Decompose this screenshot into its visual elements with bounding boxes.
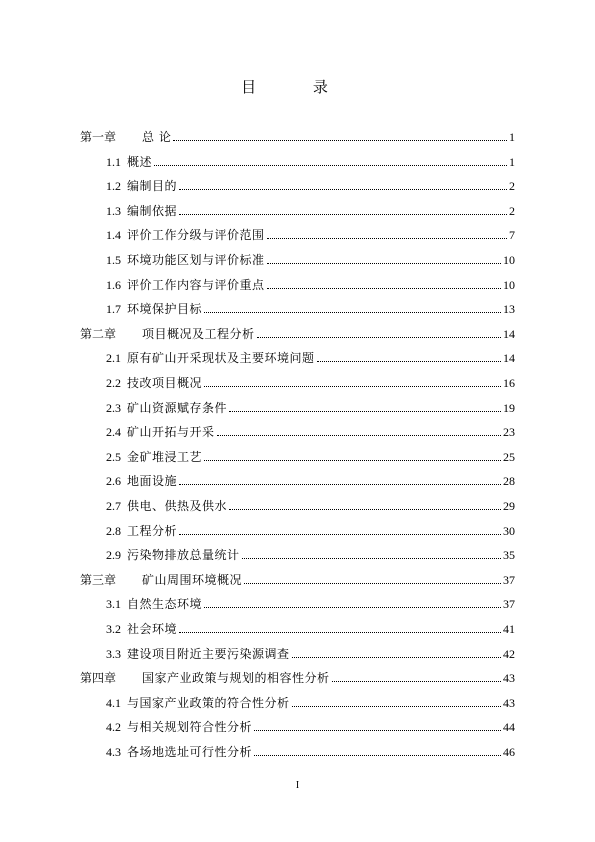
toc-entry-number: 第一章 xyxy=(80,130,117,144)
dot-leader xyxy=(179,533,501,535)
toc-entry-number: 2.6 xyxy=(106,474,121,489)
toc-entry-page: 37 xyxy=(503,572,515,587)
dot-leader xyxy=(229,410,501,412)
toc-section-entry[interactable] xyxy=(106,595,515,611)
toc-entry-title: 建设项目附近主要污染源调查 xyxy=(127,646,290,661)
toc-entry-number: 1.7 xyxy=(106,302,121,317)
toc-entry-number: 2.3 xyxy=(106,400,121,415)
toc-entry-number: 第二章 xyxy=(80,326,117,341)
toc-entry-title: 自然生态环境 xyxy=(127,597,203,612)
toc-entry-page: 42 xyxy=(503,646,515,661)
toc-entry-page: 43 xyxy=(503,671,515,686)
toc-entry-page: 25 xyxy=(503,449,515,464)
toc-entry-page: 1 xyxy=(509,154,515,169)
toc-entry-title: 与国家产业政策的符合性分析 xyxy=(127,695,290,710)
dot-leader xyxy=(229,508,501,510)
toc-entry-number: 第四章 xyxy=(80,671,117,686)
toc-entry-page: 16 xyxy=(503,376,515,390)
toc-entry-title: 环境保护目标 xyxy=(127,302,203,317)
toc-entry-number: 4.1 xyxy=(106,695,121,710)
dot-leader xyxy=(179,631,501,633)
toc-entry-number: 3.2 xyxy=(106,622,121,636)
toc-entry-page: 30 xyxy=(503,523,515,538)
dot-leader xyxy=(292,656,501,658)
toc-entry-title: 编制目的 xyxy=(127,179,178,194)
toc-entry-number: 2.7 xyxy=(106,499,121,513)
toc-entry-page: 37 xyxy=(503,597,515,612)
toc-entry-number: 1.6 xyxy=(106,277,121,292)
toc-entry-title: 项目概况及工程分析 xyxy=(142,326,255,341)
toc-entry-title: 编制依据 xyxy=(127,203,178,218)
toc-entry-title: 国家产业政策与规划的相容性分析 xyxy=(142,671,330,686)
toc-entry-page: 23 xyxy=(503,425,515,440)
toc-section-entry[interactable] xyxy=(106,497,515,513)
toc-entry-title: 评价工作内容与评价重点 xyxy=(127,277,265,292)
toc-entry-title: 各场地选址可行性分析 xyxy=(127,745,253,759)
dot-leader xyxy=(204,311,501,313)
dot-leader xyxy=(254,729,501,731)
toc-chapter-entry[interactable] xyxy=(80,571,515,587)
toc-section-entry[interactable] xyxy=(106,226,515,242)
dot-leader xyxy=(179,188,507,190)
toc-entry-number: 4.2 xyxy=(106,720,121,735)
toc-entry-title: 与相关规划符合性分析 xyxy=(127,720,253,735)
toc-chapter-entry[interactable] xyxy=(80,128,515,144)
dot-leader xyxy=(179,483,501,485)
toc-section-entry[interactable] xyxy=(106,694,515,710)
toc-section-entry[interactable] xyxy=(106,153,515,169)
toc-entry-number: 3.3 xyxy=(106,646,121,661)
toc-section-entry[interactable] xyxy=(106,276,515,292)
toc-entry-number: 2.2 xyxy=(106,376,121,390)
dot-leader xyxy=(332,680,501,682)
toc-entry-page: 10 xyxy=(503,253,515,267)
dot-leader xyxy=(204,385,501,387)
dot-leader xyxy=(204,606,501,608)
toc-entry-page: 14 xyxy=(503,326,515,341)
toc-entry-number: 第三章 xyxy=(80,572,117,587)
dot-leader xyxy=(242,557,501,559)
dot-leader xyxy=(267,237,507,239)
toc-section-entry[interactable] xyxy=(106,177,515,193)
toc-entry-number: 2.9 xyxy=(106,548,121,563)
dot-leader xyxy=(179,213,507,215)
toc-entry-title: 金矿堆浸工艺 xyxy=(127,449,203,464)
toc-entry-page: 35 xyxy=(503,548,515,563)
toc-entry-title: 评价工作分级与评价范围 xyxy=(127,228,265,243)
dot-leader xyxy=(257,336,501,338)
toc-entry-number: 2.4 xyxy=(106,425,121,440)
toc-section-entry[interactable] xyxy=(106,202,515,218)
toc-section-entry[interactable] xyxy=(106,349,515,365)
toc-entry-page: 46 xyxy=(503,745,515,759)
toc-entry-number: 1.4 xyxy=(106,228,121,243)
toc-entry-title: 矿山周围环境概况 xyxy=(142,572,243,587)
dot-leader xyxy=(173,139,507,141)
toc-entry-number: 4.3 xyxy=(106,745,121,759)
toc-entry-title: 地面设施 xyxy=(127,474,178,489)
toc-chapter-entry[interactable] xyxy=(80,325,515,341)
toc-entry-title: 社会环境 xyxy=(127,622,178,636)
toc-section-entry[interactable] xyxy=(106,645,515,661)
toc-entry-page: 2 xyxy=(509,203,515,218)
toc-section-entry[interactable] xyxy=(106,620,515,636)
toc-entry-page: 28 xyxy=(503,474,515,489)
toc-entry-title: 矿山资源赋存条件 xyxy=(127,400,228,415)
toc-section-entry[interactable] xyxy=(106,718,515,734)
toc-entry-title: 技改项目概况 xyxy=(127,376,203,390)
toc-entry-number: 2.8 xyxy=(106,523,121,538)
toc-section-entry[interactable] xyxy=(106,743,515,759)
toc-entry-number: 2.1 xyxy=(106,351,121,366)
dot-leader xyxy=(254,754,501,756)
dot-leader xyxy=(267,287,501,289)
toc-entry-number: 1.5 xyxy=(106,253,121,267)
toc-entry-title: 总 论 xyxy=(142,130,172,144)
toc-entry-page: 1 xyxy=(509,130,515,144)
toc-entry-page: 19 xyxy=(503,400,515,415)
dot-leader xyxy=(204,459,501,461)
toc-section-entry[interactable] xyxy=(106,423,515,439)
toc-entry-page: 7 xyxy=(509,228,515,243)
toc-entry-page: 13 xyxy=(503,302,515,317)
toc-entry-page: 14 xyxy=(503,351,515,366)
dot-leader xyxy=(267,262,501,264)
toc-entry-page: 44 xyxy=(503,720,515,735)
toc-section-entry[interactable] xyxy=(106,251,515,267)
page-number: I xyxy=(295,780,300,791)
toc-entry-title: 原有矿山开采现状及主要环境问题 xyxy=(127,351,315,366)
toc-entry-page: 29 xyxy=(503,499,515,513)
toc-section-entry[interactable] xyxy=(106,522,515,538)
toc-section-entry[interactable] xyxy=(106,546,515,562)
toc-section-entry[interactable] xyxy=(106,472,515,488)
toc-entry-number: 1.3 xyxy=(106,203,121,218)
dot-leader xyxy=(217,434,501,436)
toc-section-entry[interactable] xyxy=(106,399,515,415)
toc-section-entry[interactable] xyxy=(106,374,515,390)
dot-leader xyxy=(244,582,501,584)
toc-chapter-entry[interactable] xyxy=(80,669,515,685)
toc-entry-number: 3.1 xyxy=(106,597,121,612)
toc-entry-number: 1.2 xyxy=(106,179,121,194)
toc-entry-page: 41 xyxy=(503,622,515,636)
dot-leader xyxy=(154,164,507,166)
toc-section-entry[interactable] xyxy=(106,448,515,464)
toc-entry-page: 10 xyxy=(503,277,515,292)
toc-entry-number: 1.1 xyxy=(106,154,121,169)
page-title: 目 录 xyxy=(241,78,354,96)
toc-entry-title: 污染物排放总量统计 xyxy=(127,548,240,563)
toc-entry-title: 工程分析 xyxy=(127,523,178,538)
dot-leader xyxy=(317,360,501,362)
toc-entry-page: 2 xyxy=(509,179,515,194)
dot-leader xyxy=(292,705,501,707)
toc-entry-title: 环境功能区划与评价标准 xyxy=(127,253,265,267)
toc-entry-title: 矿山开拓与开采 xyxy=(127,425,215,440)
toc-entry-page: 43 xyxy=(503,695,515,710)
toc-entry-title: 概述 xyxy=(127,154,153,169)
toc-entry-title: 供电、供热及供水 xyxy=(127,499,228,513)
toc-section-entry[interactable] xyxy=(106,300,515,316)
toc-entry-number: 2.5 xyxy=(106,449,121,464)
